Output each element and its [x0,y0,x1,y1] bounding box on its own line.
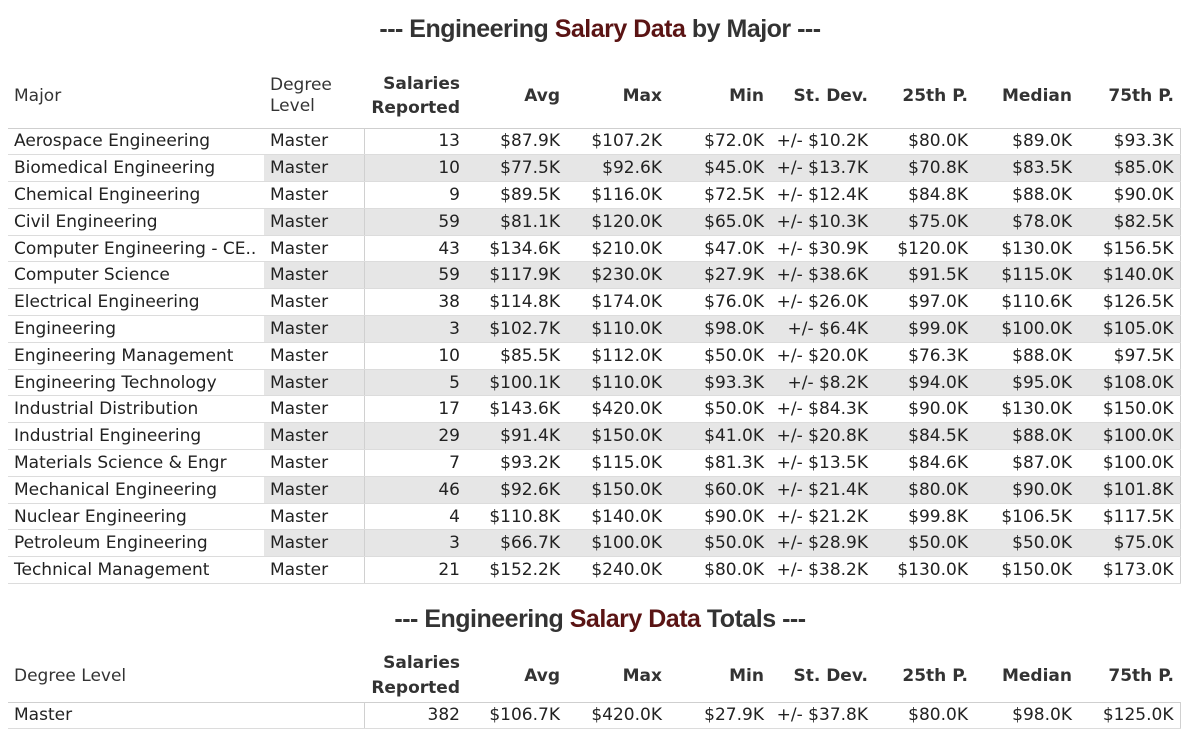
table-row [8,503,1180,530]
cell-stdev: +/- $20.0K [770,342,874,369]
cell-75th: $82.5K [1078,208,1180,235]
header-75th: 75th P. [1108,665,1174,686]
cell-25th: $130.0K [874,557,974,584]
cell-stdev: +/- $21.2K [770,503,874,530]
cell-degree: Master [264,342,364,369]
cell-min: $90.0K [668,503,770,530]
cell-major: Materials Science & Engr [8,450,264,477]
cell-salaries-reported: 38 [364,289,466,316]
cell-avg: $66.7K [466,530,566,557]
cell-stdev: +/- $26.0K [770,289,874,316]
cell-min: $98.0K [668,316,770,343]
cell-major: Computer Science [8,262,264,289]
cell-stdev: +/- $30.9K [770,235,874,262]
cell-median: $110.6K [974,289,1078,316]
cell-avg: $91.4K [466,423,566,450]
cell-75th: $173.0K [1078,557,1180,584]
cell-25th: $80.0K [874,702,974,729]
cell-major: Industrial Engineering [8,423,264,450]
header-stdev: St. Dev. [793,665,868,686]
cell-median: $89.0K [974,128,1078,155]
cell-75th: $117.5K [1078,503,1180,530]
header-salaries-reported: Salaries Reported [371,652,460,698]
cell-25th: $84.6K [874,450,974,477]
cell-median: $115.0K [974,262,1078,289]
cell-min: $76.0K [668,289,770,316]
cell-stdev: +/- $12.4K [770,182,874,209]
cell-avg: $87.9K [466,128,566,155]
header-75th: 75th P. [1108,85,1174,106]
title-prefix: --- Engineering [379,15,555,43]
header-min: Min [729,665,764,686]
cell-max: $150.0K [566,423,668,450]
header-salaries-reported: Salaries Reported [371,73,460,118]
table-row [8,235,1180,262]
cell-25th: $97.0K [874,289,974,316]
cell-degree: Master [264,316,364,343]
cell-25th: $80.0K [874,476,974,503]
cell-degree: Master [264,396,364,423]
cell-max: $116.0K [566,182,668,209]
cell-max: $420.0K [566,396,668,423]
cell-min: $50.0K [668,530,770,557]
cell-avg: $92.6K [466,476,566,503]
cell-salaries-reported: 43 [364,235,466,262]
cell-degree: Master [264,530,364,557]
cell-degree: Master [264,423,364,450]
cell-avg: $117.9K [466,262,566,289]
cell-min: $80.0K [668,557,770,584]
table-row [8,557,1180,584]
main-table-title [0,15,1200,44]
cell-stdev: +/- $8.2K [770,369,874,396]
cell-stdev: +/- $13.5K [770,450,874,477]
cell-salaries-reported: 59 [364,208,466,235]
cell-salaries-reported: 3 [364,530,466,557]
header-degree-level: Degree Level [14,665,127,686]
cell-avg: $134.6K [466,235,566,262]
cell-max: $150.0K [566,476,668,503]
cell-stdev: +/- $20.8K [770,423,874,450]
cell-75th: $97.5K [1078,342,1180,369]
cell-stdev: +/- $37.8K [770,702,874,729]
cell-major: Computer Engineering - CE.. [8,235,264,262]
cell-25th: $99.8K [874,503,974,530]
header-median: Median [1001,665,1072,686]
cell-degree: Master [264,262,364,289]
cell-stdev: +/- $6.4K [770,316,874,343]
cell-median: $87.0K [974,450,1078,477]
header-median: Median [1001,85,1072,106]
cell-avg: $143.6K [466,396,566,423]
salary-by-major-table [8,64,1181,584]
cell-25th: $84.5K [874,423,974,450]
cell-degree: Master [264,235,364,262]
cell-min: $27.9K [668,702,770,729]
cell-stdev: +/- $10.2K [770,128,874,155]
cell-max: $110.0K [566,316,668,343]
cell-median: $100.0K [974,316,1078,343]
table-row [8,450,1180,477]
cell-25th: $76.3K [874,342,974,369]
cell-max: $107.2K [566,128,668,155]
cell-avg: $81.1K [466,208,566,235]
cell-median: $98.0K [974,702,1078,729]
cell-max: $240.0K [566,557,668,584]
table-row [8,423,1180,450]
cell-median: $95.0K [974,369,1078,396]
cell-median: $90.0K [974,476,1078,503]
cell-degree: Master [264,476,364,503]
cell-25th: $91.5K [874,262,974,289]
cell-avg: $85.5K [466,342,566,369]
cell-25th: $70.8K [874,155,974,182]
cell-25th: $84.8K [874,182,974,209]
salary-totals-table [8,650,1181,729]
table-row [8,155,1180,182]
cell-salaries-reported: 9 [364,182,466,209]
cell-major: Technical Management [8,557,264,584]
cell-min: $41.0K [668,423,770,450]
cell-75th: $140.0K [1078,262,1180,289]
cell-stdev: +/- $28.9K [770,530,874,557]
cell-stdev: +/- $38.2K [770,557,874,584]
cell-median: $150.0K [974,557,1078,584]
cell-stdev: +/- $13.7K [770,155,874,182]
cell-75th: $150.0K [1078,396,1180,423]
cell-max: $92.6K [566,155,668,182]
cell-75th: $100.0K [1078,423,1180,450]
cell-avg: $100.1K [466,369,566,396]
header-max: Max [622,85,662,106]
cell-min: $47.0K [668,235,770,262]
cell-75th: $101.8K [1078,476,1180,503]
cell-75th: $126.5K [1078,289,1180,316]
cell-75th: $75.0K [1078,530,1180,557]
cell-major: Engineering [8,316,264,343]
cell-min: $72.0K [668,128,770,155]
cell-median: $78.0K [974,208,1078,235]
cell-median: $88.0K [974,342,1078,369]
cell-min: $27.9K [668,262,770,289]
table-row [8,128,1180,155]
header-avg: Avg [524,85,560,106]
cell-min: $50.0K [668,342,770,369]
cell-degree: Master [264,128,364,155]
cell-major: Civil Engineering [8,208,264,235]
cell-stdev: +/- $21.4K [770,476,874,503]
table-row [8,702,1180,729]
header-min: Min [729,85,764,106]
cell-75th: $105.0K [1078,316,1180,343]
cell-25th: $50.0K [874,530,974,557]
title-accent: Salary Data [554,15,686,43]
cell-salaries-reported: 29 [364,423,466,450]
cell-min: $45.0K [668,155,770,182]
header-degree-level: Degree Level [270,74,332,116]
cell-degree: Master [264,155,364,182]
cell-salaries-reported: 382 [364,702,466,729]
cell-25th: $120.0K [874,235,974,262]
cell-salaries-reported: 3 [364,316,466,343]
cell-max: $210.0K [566,235,668,262]
header-avg: Avg [524,665,560,686]
cell-max: $174.0K [566,289,668,316]
cell-salaries-reported: 46 [364,476,466,503]
title-suffix: by Major --- [685,15,821,43]
cell-degree: Master [8,702,364,729]
title-prefix: --- Engineering [394,605,570,633]
cell-major: Industrial Distribution [8,396,264,423]
header-25th: 25th P. [902,85,968,106]
cell-25th: $75.0K [874,208,974,235]
cell-degree: Master [264,557,364,584]
cell-major: Nuclear Engineering [8,503,264,530]
cell-salaries-reported: 17 [364,396,466,423]
totals-table-title [0,605,1200,634]
cell-salaries-reported: 21 [364,557,466,584]
table-row [8,289,1180,316]
header-stdev: St. Dev. [793,85,868,106]
cell-salaries-reported: 13 [364,128,466,155]
cell-max: $140.0K [566,503,668,530]
cell-median: $50.0K [974,530,1078,557]
cell-avg: $152.2K [466,557,566,584]
cell-avg: $106.7K [466,702,566,729]
cell-max: $230.0K [566,262,668,289]
cell-min: $50.0K [668,396,770,423]
cell-salaries-reported: 10 [364,342,466,369]
cell-degree: Master [264,289,364,316]
cell-major: Biomedical Engineering [8,155,264,182]
cell-avg: $93.2K [466,450,566,477]
cell-75th: $100.0K [1078,450,1180,477]
cell-avg: $77.5K [466,155,566,182]
cell-degree: Master [264,503,364,530]
cell-salaries-reported: 59 [364,262,466,289]
cell-max: $110.0K [566,369,668,396]
cell-degree: Master [264,450,364,477]
cell-salaries-reported: 10 [364,155,466,182]
cell-salaries-reported: 5 [364,369,466,396]
table-row [8,316,1180,343]
cell-major: Electrical Engineering [8,289,264,316]
cell-25th: $80.0K [874,128,974,155]
cell-major: Engineering Management [8,342,264,369]
cell-75th: $108.0K [1078,369,1180,396]
cell-degree: Master [264,369,364,396]
cell-stdev: +/- $10.3K [770,208,874,235]
cell-median: $130.0K [974,235,1078,262]
cell-stdev: +/- $84.3K [770,396,874,423]
cell-max: $120.0K [566,208,668,235]
title-suffix: Totals --- [700,605,806,633]
table-row [8,262,1180,289]
cell-degree: Master [264,208,364,235]
cell-avg: $110.8K [466,503,566,530]
table-row [8,396,1180,423]
cell-median: $106.5K [974,503,1078,530]
cell-major: Engineering Technology [8,369,264,396]
cell-min: $65.0K [668,208,770,235]
cell-25th: $94.0K [874,369,974,396]
cell-avg: $114.8K [466,289,566,316]
cell-stdev: +/- $38.6K [770,262,874,289]
cell-25th: $90.0K [874,396,974,423]
table-row [8,342,1180,369]
title-accent: Salary Data [569,605,701,633]
table-row [8,182,1180,209]
table-row [8,476,1180,503]
cell-major: Aerospace Engineering [8,128,264,155]
cell-salaries-reported: 7 [364,450,466,477]
cell-median: $83.5K [974,155,1078,182]
cell-75th: $93.3K [1078,128,1180,155]
cell-avg: $102.7K [466,316,566,343]
cell-median: $88.0K [974,182,1078,209]
cell-max: $100.0K [566,530,668,557]
header-25th: 25th P. [902,665,968,686]
cell-min: $81.3K [668,450,770,477]
cell-min: $60.0K [668,476,770,503]
cell-max: $420.0K [566,702,668,729]
cell-25th: $99.0K [874,316,974,343]
cell-major: Mechanical Engineering [8,476,264,503]
cell-min: $72.5K [668,182,770,209]
cell-min: $93.3K [668,369,770,396]
table-row [8,208,1180,235]
cell-max: $115.0K [566,450,668,477]
cell-major: Petroleum Engineering [8,530,264,557]
cell-degree: Master [264,182,364,209]
cell-75th: $90.0K [1078,182,1180,209]
table-row [8,530,1180,557]
cell-median: $130.0K [974,396,1078,423]
cell-75th: $156.5K [1078,235,1180,262]
cell-salaries-reported: 4 [364,503,466,530]
cell-avg: $89.5K [466,182,566,209]
cell-max: $112.0K [566,342,668,369]
header-max: Max [622,665,662,686]
table-row [8,369,1180,396]
cell-75th: $125.0K [1078,702,1180,729]
cell-major: Chemical Engineering [8,182,264,209]
cell-median: $88.0K [974,423,1078,450]
cell-75th: $85.0K [1078,155,1180,182]
header-major: Major [14,85,62,106]
